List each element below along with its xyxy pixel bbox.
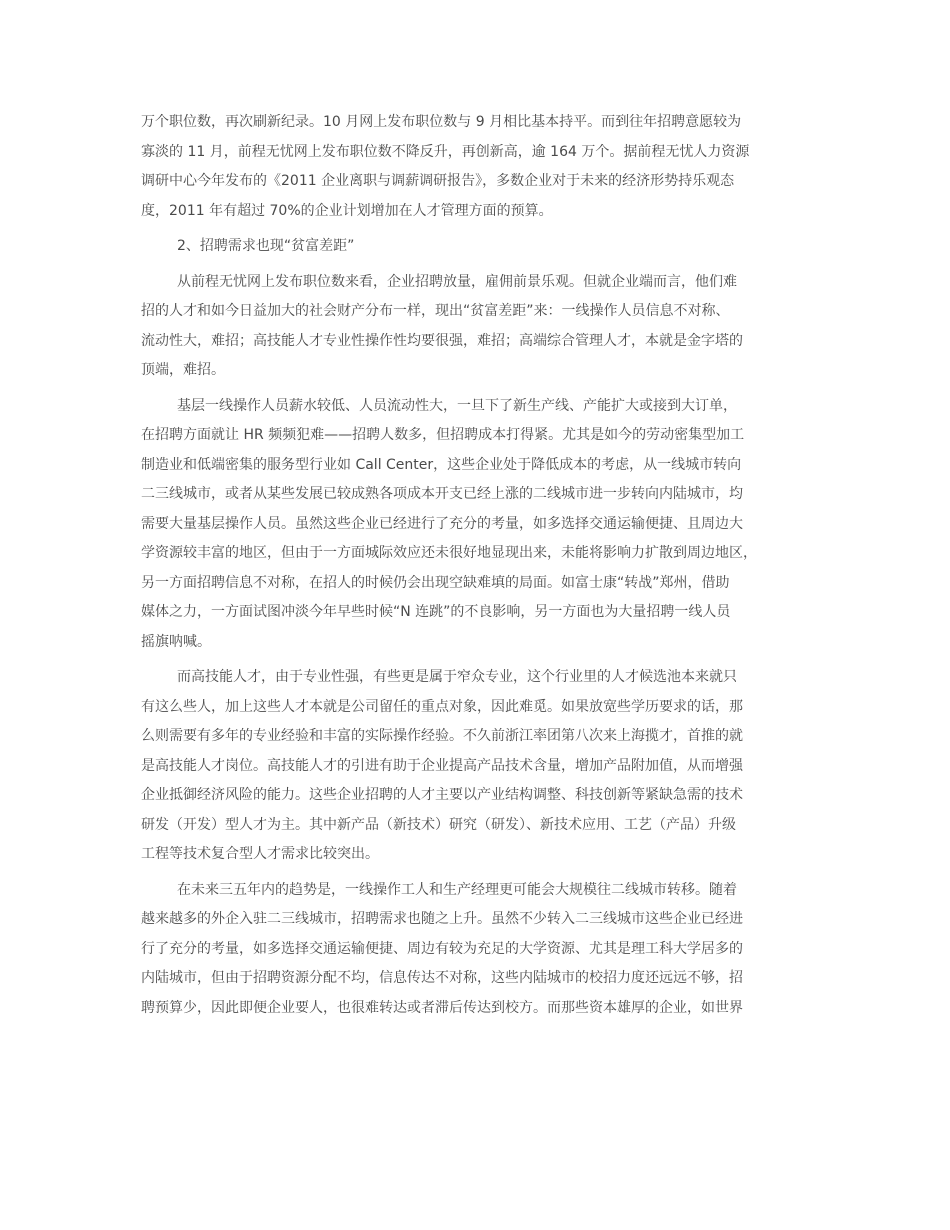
text-line: 么则需要有多年的专业经验和丰富的实际操作经验。不久前浙江率团第八次来上海揽才，首推的就	[141, 728, 743, 744]
paragraph-job-postings-record	[141, 108, 817, 226]
document-page	[141, 108, 817, 1029]
text-line: 有这么些人，加上这些人才本就是公司留任的重点对象，因此难觅。如果放宽些学历要求的话，那	[141, 698, 743, 715]
text-line: 招的人才和如今日益加大的社会财产分布一样，现出“贫富差距”来：一线操作人员信息不对称、	[141, 303, 730, 319]
text-line: 顶端，难招。	[141, 362, 225, 378]
text-line: 行了充分的考量，如多选择交通运输便捷、周边有较为充足的大学资源、尤其是理工科大学居多的	[141, 940, 743, 957]
text-line: 需要大量基层操作人员。虽然这些企业已经进行了充分的考量，如多选择交通运输便捷、且周边大	[141, 515, 743, 532]
text-line: 制造业和低端密集的服务型行业如 Call Center，这些企业处于降低成本的考虑，从一线城市转向	[141, 456, 742, 473]
text-line: 而高技能人才，由于专业性强，有些更是属于窄众专业，这个行业里的人才候选池本来就只	[177, 669, 737, 685]
text-line: 企业抵御经济风险的能力。这些企业招聘的人才主要以产业结构调整、科技创新等紧缺急需的技术	[141, 787, 743, 803]
text-line: 研发（开发）型人才为主。其中新产品（新技术）研究（研发）、新技术应用、工艺（产品）升级	[141, 816, 736, 833]
text-line: 聘预算少，因此即便企业要人，也很难转达或者滞后传达到校方。而那些资本雄厚的企业，如世界	[141, 999, 743, 1016]
text-line: 学资源较丰富的地区，但由于一方面城际效应还未很好地显现出来，未能将影响力扩散到周边地区，	[141, 545, 757, 561]
text-line: 越来越多的外企入驻二三线城市，招聘需求也随之上升。虽然不少转入二三线城市这些企业已经进	[141, 911, 743, 927]
text-line: 工程等技术复合型人才需求比较突出。	[141, 846, 379, 862]
text-line: 从前程无忧网上发布职位数来看，企业招聘放量，雇佣前景乐观。但就企业端而言，他们难	[177, 273, 737, 290]
paragraph-future-trend	[141, 876, 817, 1024]
text-line: 流动性大，难招；高技能人才专业性操作性均要很强，难招；高端综合管理人才，本就是金字塔的	[141, 332, 743, 349]
text-line: 内陆城市，但由于招聘资源分配不均，信息传达不对称，这些内陆城市的校招力度还远远不够，招	[141, 970, 743, 986]
text-line: 在未来三五年内的趋势是，一线操作工人和生产经理更可能会大规模往二线城市转移。随着	[177, 881, 737, 898]
text-line: 另一方面招聘信息不对称，在招人的时候仍会出现空缺难填的局面。如富士康“转战”郑州，借助	[141, 574, 730, 591]
text-line: 二三线城市，或者从某些发展已较成熟各项成本开支已经上涨的二线城市进一步转向内陆城市，均	[141, 486, 743, 502]
section-heading	[141, 232, 817, 262]
text-line: 度，2011 年有超过 70%的企业计划增加在人才管理方面的预算。	[141, 202, 553, 219]
text-line: 是高技能人才岗位。高技能人才的引进有助于企业提高产品技术含量，增加产品附加值，从而增强	[141, 757, 743, 774]
paragraph-frontline-workers	[141, 392, 817, 658]
paragraph-high-skill-talent	[141, 663, 817, 870]
paragraph-hiring-gap	[141, 268, 817, 386]
text-line: 摇旗呐喊。	[141, 633, 211, 650]
text-line: 万个职位数，再次刷新纪录。10 月网上发布职位数与 9 月相比基本持平。而到往年招聘意愿较为	[141, 114, 742, 130]
text-line: 调研中心今年发布的《2011 企业离职与调薪调研报告》，多数企业对于未来的经济形势持乐观态	[141, 173, 735, 189]
section-heading-text: 2、招聘需求也现“贫富差距”	[177, 238, 355, 254]
text-line: 在招聘方面就让 HR 频频犯难——招聘人数多，但招聘成本打得紧。尤其是如今的劳动密集型加工	[141, 427, 745, 443]
text-line: 寡淡的 11 月，前程无忧网上发布职位数不降反升，再创新高，逾 164 万个。据前程无忧人力资源	[141, 143, 750, 160]
text-line: 基层一线操作人员薪水较低、人员流动性大，一旦下了新生产线、产能扩大或接到大订单，	[177, 397, 737, 414]
text-line: 媒体之力，一方面试图冲淡今年早些时候“N 连跳”的不良影响，另一方面也为大量招聘一线人员	[141, 604, 731, 620]
